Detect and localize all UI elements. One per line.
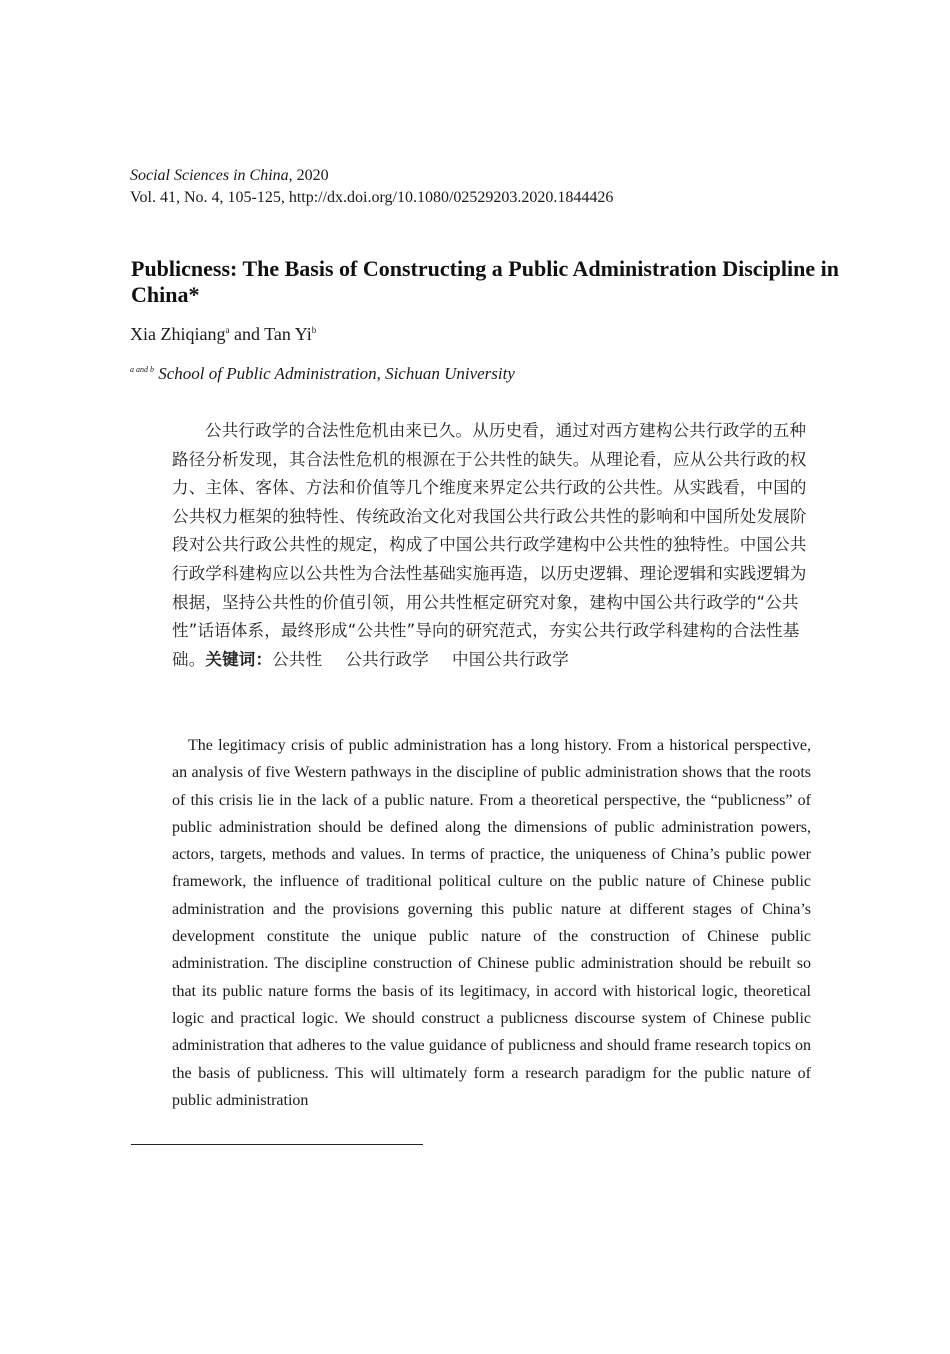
chinese-abstract-text: 公共行政学的合法性危机由来已久。从历史看，通过对西方建构公共行政学的五种路径分析发现，其合法性危机的根源在于公共性的缺失。从理论看，应从公共行政的权力、主体、客体、方法和价值等几个维度来界定公共行政的公共性。从实践看，中国的公共权力框架的独特性、传统政治文化对我国公共行政公共性的影响和中国所处发展阶段对公共行政公共性的规定，构成了中国公共行政学建构中公共性的独特性。中国公共行政学科建构应以公共性为合法性基础实施再造，以历史逻辑、理论逻辑和实践逻辑为根据，坚持公共性的价值引领，用公共性框定研究对象，建构中国公共行政学的“公共性”话语体系，最终形成“公共性”导向的研究范式，夯实公共行政学科建构的合法性基础。: [172, 421, 807, 669]
author-list: [130, 318, 316, 346]
english-abstract: The legitimacy crisis of public administration has a long history. From a historical perspective, an analysis of five Western pathways in the discipline of public administration shows that the roots of this crisis lie in the lack of a public nature. From a theoretical perspective, the “publicness” of public administration should be defined along the dimensions of public administration powers, actors, targets, methods and values. In terms of practice, the uniqueness of China’s public power framework, the influence of traditional political culture on the public nature of Chinese public administration and the provisions governing this public nature at different stages of China’s development constitute the unique public nature of the construction of Chinese public administration. The discipline construction of Chinese public administration should be rebuilt so that its public nature forms the basis of its legitimacy, in accord with historical logic, theoretical logic and practical logic. We should construct a publicness discourse system of Chinese public administration that adheres to the value guidance of publicness and should frame research topics on the basis of publicness. This will ultimately form a research paradigm for the public nature of public administration: [172, 737, 811, 1109]
author-superscript: b: [311, 325, 317, 335]
journal-year: , 2020: [288, 167, 329, 184]
chinese-abstract: [172, 417, 812, 674]
journal-citation: Vol. 41, No. 4, 105-125, http://dx.doi.org/10.1080/02529203.2020.1844426: [130, 189, 614, 206]
keyword: 公共性: [272, 649, 323, 669]
affiliation: [130, 359, 515, 385]
article-title: Publicness: The Basis of Constructing a Public Administration Discipline in China*: [131, 256, 839, 307]
author-name: Tan Yi: [264, 324, 312, 344]
author-name: Xia Zhiqiang: [130, 324, 226, 344]
affiliation-text: School of Public Administration, Sichuan University: [158, 364, 515, 383]
affiliation-superscript: a and b: [130, 365, 154, 374]
keywords-label: 关键词：: [205, 649, 273, 669]
author-superscript: a: [225, 325, 230, 335]
journal-line: [130, 165, 613, 187]
keyword: 中国公共行政学: [452, 649, 569, 669]
journal-header: [130, 165, 613, 209]
journal-name: Social Sciences in China: [130, 167, 289, 184]
keyword: 公共行政学: [345, 649, 429, 669]
author-joiner: and: [229, 324, 265, 344]
footnote-divider: [131, 1144, 423, 1145]
